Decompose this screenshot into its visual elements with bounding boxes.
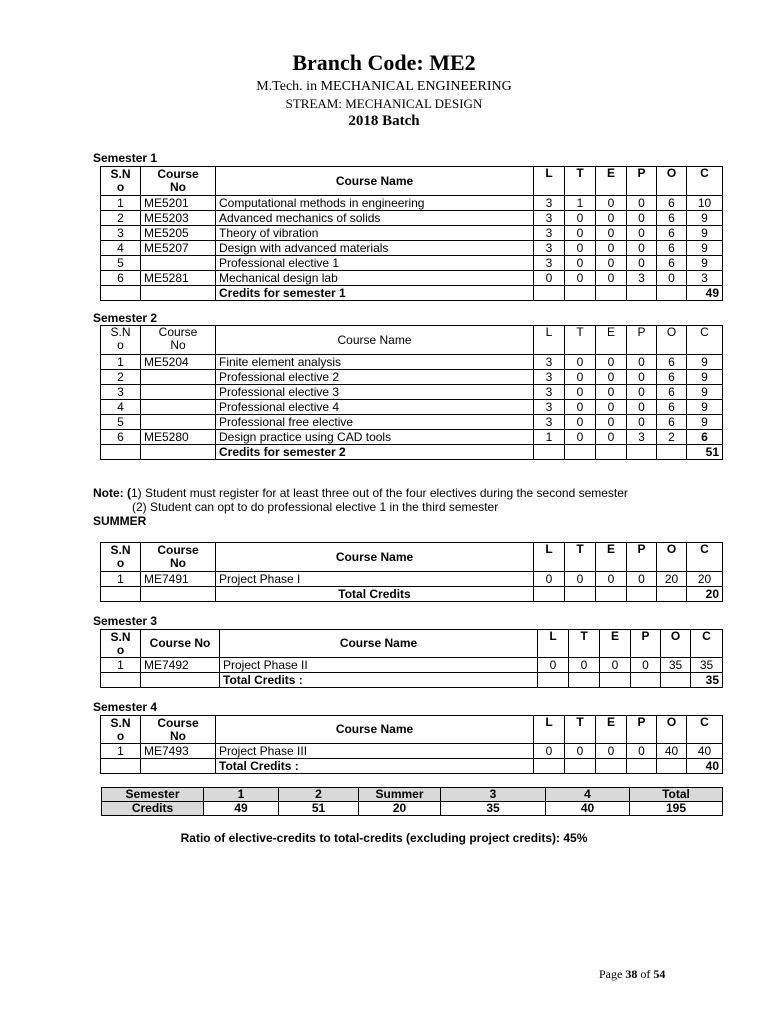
e-cell: 0 [596, 241, 627, 256]
t-cell: 0 [565, 415, 596, 430]
course-no-cell: ME5280 [141, 430, 216, 445]
course-no-cell: ME5281 [141, 271, 216, 286]
note-line-1 [93, 486, 628, 500]
course-no-cell [141, 256, 216, 271]
sno-cell: 1 [101, 196, 141, 211]
summary-header: Total [630, 788, 723, 802]
l-cell: 3 [534, 256, 565, 271]
e-cell: 0 [596, 355, 627, 370]
table-row [101, 415, 723, 430]
semester4-label: Semester 4 [93, 700, 158, 714]
l-cell: 0 [534, 744, 565, 759]
c-cell: 9 [687, 226, 723, 241]
e-cell: 0 [596, 256, 627, 271]
c-cell: 9 [687, 370, 723, 385]
course-no-cell: ME5205 [141, 226, 216, 241]
o-cell: 6 [657, 211, 687, 226]
total-value: 49 [687, 286, 723, 301]
note-text-1: 1) Student must register for at least three out of the four electives during the second semester [131, 486, 628, 500]
col-o: O [657, 716, 687, 744]
course-name-cell: Computational methods in engineering [216, 196, 534, 211]
l-cell: 3 [534, 385, 565, 400]
col-c: C [687, 326, 723, 355]
of-word: of [640, 967, 651, 981]
total-value: 51 [687, 445, 723, 460]
e-cell: 0 [596, 572, 627, 587]
p-cell: 0 [627, 744, 657, 759]
semester1-label: Semester 1 [93, 151, 158, 165]
col-p: P [631, 630, 661, 658]
total-label: Total Credits [216, 587, 534, 602]
col-l: L [534, 716, 565, 744]
course-no-cell [141, 415, 216, 430]
summary-value: 40 [546, 802, 630, 816]
o-cell: 6 [657, 400, 687, 415]
course-name-cell: Project Phase III [216, 744, 534, 759]
sno-cell: 2 [101, 211, 141, 226]
t-cell: 1 [565, 196, 596, 211]
total-label: Total Credits : [220, 673, 538, 688]
summary-header-row [102, 788, 723, 802]
o-cell: 20 [657, 572, 687, 587]
col-o: O [657, 543, 687, 572]
note-prefix: Note: ( [93, 486, 131, 500]
col-t: T [565, 167, 596, 196]
course-name-cell: Project Phase II [220, 658, 538, 673]
col-course-name: Course Name [216, 326, 534, 355]
l-cell: 3 [534, 370, 565, 385]
sno-cell: 5 [101, 415, 141, 430]
col-t: T [565, 716, 596, 744]
course-name-cell: Professional elective 1 [216, 256, 534, 271]
summary-values-row [102, 802, 723, 816]
l-cell: 3 [534, 211, 565, 226]
summary-header: 2 [279, 788, 359, 802]
c-cell: 9 [687, 256, 723, 271]
e-cell: 0 [596, 744, 627, 759]
col-course-name: Course Name [216, 543, 534, 572]
page-word: Page [599, 967, 623, 981]
col-course-no: Course No [141, 716, 216, 744]
e-cell: 0 [596, 415, 627, 430]
l-cell: 3 [534, 355, 565, 370]
col-sno: S.N o [101, 630, 141, 658]
col-l: L [534, 167, 565, 196]
course-name-cell: Professional elective 3 [216, 385, 534, 400]
o-cell: 6 [657, 415, 687, 430]
t-cell: 0 [565, 430, 596, 445]
table-row [101, 226, 723, 241]
col-t: T [569, 630, 600, 658]
total-value: 40 [687, 759, 723, 774]
p-cell: 0 [627, 241, 657, 256]
e-cell: 0 [596, 385, 627, 400]
t-cell: 0 [565, 226, 596, 241]
o-cell: 6 [657, 355, 687, 370]
p-cell: 0 [627, 256, 657, 271]
col-sno: S.N o [101, 716, 141, 744]
t-cell: 0 [565, 211, 596, 226]
sno-cell: 6 [101, 271, 141, 286]
l-cell: 3 [534, 400, 565, 415]
col-e: E [596, 326, 627, 355]
t-cell: 0 [565, 355, 596, 370]
col-t: T [565, 543, 596, 572]
course-no-cell: ME7493 [141, 744, 216, 759]
total-pages: 54 [653, 967, 666, 981]
col-course-name: Course Name [216, 716, 534, 744]
course-name-cell: Professional elective 2 [216, 370, 534, 385]
table-row [101, 241, 723, 256]
c-cell: 20 [687, 572, 723, 587]
col-l: L [534, 543, 565, 572]
course-no-cell: ME7492 [141, 658, 220, 673]
col-t: T [565, 326, 596, 355]
summary-value: 35 [441, 802, 546, 816]
col-o: O [661, 630, 691, 658]
t-cell: 0 [565, 572, 596, 587]
course-no-cell: ME5207 [141, 241, 216, 256]
course-name-cell: Design practice using CAD tools [216, 430, 534, 445]
summary-value: 51 [279, 802, 359, 816]
total-row [101, 587, 723, 602]
e-cell: 0 [596, 226, 627, 241]
table-row [101, 271, 723, 286]
l-cell: 3 [534, 415, 565, 430]
col-course-no: Course No [141, 630, 220, 658]
course-name-cell: Finite element analysis [216, 355, 534, 370]
col-c: C [687, 716, 723, 744]
table-row [101, 744, 723, 759]
elective-ratio-text: Ratio of elective-credits to total-credits (excluding project credits): 45% [180, 831, 588, 845]
t-cell: 0 [565, 271, 596, 286]
summary-header: 3 [441, 788, 546, 802]
col-sno: S.N o [101, 167, 141, 196]
t-cell: 0 [569, 658, 600, 673]
l-cell: 0 [534, 572, 565, 587]
total-label: Total Credits : [216, 759, 534, 774]
p-cell: 0 [627, 415, 657, 430]
l-cell: 0 [534, 271, 565, 286]
summary-value: Credits [102, 802, 204, 816]
o-cell: 0 [657, 271, 687, 286]
e-cell: 0 [596, 196, 627, 211]
batch-year: 2018 Batch [348, 113, 420, 129]
total-value: 20 [687, 587, 723, 602]
col-course-no: Course No [141, 167, 216, 196]
o-cell: 40 [657, 744, 687, 759]
course-no-cell: ME5201 [141, 196, 216, 211]
c-cell: 9 [687, 400, 723, 415]
p-cell: 0 [627, 385, 657, 400]
p-cell: 3 [627, 271, 657, 286]
o-cell: 2 [657, 430, 687, 445]
summary-value: 49 [204, 802, 279, 816]
sno-cell: 3 [101, 226, 141, 241]
summary-header: 4 [546, 788, 630, 802]
summary-header: 1 [204, 788, 279, 802]
sno-cell: 1 [101, 658, 141, 673]
t-cell: 0 [565, 744, 596, 759]
semester2-table [100, 325, 723, 460]
c-cell: 40 [687, 744, 723, 759]
col-p: P [627, 716, 657, 744]
sno-cell: 6 [101, 430, 141, 445]
sno-cell: 2 [101, 370, 141, 385]
col-course-name: Course Name [220, 630, 538, 658]
table-row [101, 430, 723, 445]
summer-table [100, 542, 723, 602]
e-cell: 0 [596, 400, 627, 415]
total-row [101, 445, 723, 460]
e-cell: 0 [600, 658, 631, 673]
note-line-2: (2) Student can opt to do professional elective 1 in the third semester [132, 500, 499, 514]
total-label: Credits for semester 2 [216, 445, 534, 460]
total-value: 35 [691, 673, 723, 688]
course-name-cell: Design with advanced materials [216, 241, 534, 256]
summary-value: 20 [359, 802, 441, 816]
course-no-cell [141, 370, 216, 385]
course-name-cell: Professional elective 4 [216, 400, 534, 415]
e-cell: 0 [596, 370, 627, 385]
summary-value: 195 [630, 802, 723, 816]
l-cell: 3 [534, 241, 565, 256]
col-p: P [627, 167, 657, 196]
table-row [101, 355, 723, 370]
col-l: L [538, 630, 569, 658]
col-course-no: Course No [141, 543, 216, 572]
c-cell: 9 [687, 355, 723, 370]
table-row [101, 385, 723, 400]
course-no-cell [141, 400, 216, 415]
p-cell: 0 [631, 658, 661, 673]
c-cell: 35 [691, 658, 723, 673]
table-row [101, 370, 723, 385]
e-cell: 0 [596, 430, 627, 445]
l-cell: 3 [534, 226, 565, 241]
p-cell: 0 [627, 211, 657, 226]
p-cell: 0 [627, 370, 657, 385]
table-row [101, 400, 723, 415]
col-l: L [534, 326, 565, 355]
sno-cell: 5 [101, 256, 141, 271]
total-label: Credits for semester 1 [216, 286, 534, 301]
sno-cell: 4 [101, 241, 141, 256]
col-e: E [596, 716, 627, 744]
o-cell: 35 [661, 658, 691, 673]
c-cell: 9 [687, 415, 723, 430]
o-cell: 6 [657, 241, 687, 256]
sno-cell: 1 [101, 572, 141, 587]
table-row [101, 256, 723, 271]
p-cell: 0 [627, 355, 657, 370]
semester3-label: Semester 3 [93, 614, 158, 628]
c-cell: 9 [687, 385, 723, 400]
o-cell: 6 [657, 196, 687, 211]
sno-cell: 4 [101, 400, 141, 415]
e-cell: 0 [596, 211, 627, 226]
t-cell: 0 [565, 256, 596, 271]
page-number [599, 967, 665, 982]
c-cell: 10 [687, 196, 723, 211]
col-course-no: Course No [141, 326, 216, 355]
course-no-cell [141, 385, 216, 400]
o-cell: 6 [657, 385, 687, 400]
t-cell: 0 [565, 370, 596, 385]
course-name-cell: Professional free elective [216, 415, 534, 430]
c-cell: 6 [687, 430, 723, 445]
semester3-table [100, 629, 723, 688]
sno-cell: 1 [101, 355, 141, 370]
total-row [101, 286, 723, 301]
course-name-cell: Mechanical design lab [216, 271, 534, 286]
sno-cell: 1 [101, 744, 141, 759]
semester4-table [100, 715, 723, 774]
col-e: E [596, 167, 627, 196]
p-cell: 3 [627, 430, 657, 445]
col-p: P [627, 543, 657, 572]
course-no-cell: ME5204 [141, 355, 216, 370]
l-cell: 0 [538, 658, 569, 673]
t-cell: 0 [565, 385, 596, 400]
col-e: E [596, 543, 627, 572]
credits-summary-table [101, 787, 723, 816]
p-cell: 0 [627, 196, 657, 211]
l-cell: 1 [534, 430, 565, 445]
table-row [101, 658, 723, 673]
program-name: M.Tech. in MECHANICAL ENGINEERING [256, 79, 512, 94]
col-e: E [600, 630, 631, 658]
o-cell: 6 [657, 226, 687, 241]
t-cell: 0 [565, 241, 596, 256]
c-cell: 9 [687, 241, 723, 256]
col-o: O [657, 167, 687, 196]
total-row [101, 673, 723, 688]
course-name-cell: Advanced mechanics of solids [216, 211, 534, 226]
col-course-name: Course Name [216, 167, 534, 196]
summary-header: Semester [102, 788, 204, 802]
course-no-cell: ME7491 [141, 572, 216, 587]
o-cell: 6 [657, 256, 687, 271]
p-cell: 0 [627, 400, 657, 415]
col-p: P [627, 326, 657, 355]
table-row [101, 196, 723, 211]
p-cell: 0 [627, 572, 657, 587]
page-title: Branch Code: ME2 [292, 50, 476, 75]
e-cell: 0 [596, 271, 627, 286]
summary-header: Summer [359, 788, 441, 802]
col-o: O [657, 326, 687, 355]
l-cell: 3 [534, 196, 565, 211]
col-c: C [687, 543, 723, 572]
sno-cell: 3 [101, 385, 141, 400]
course-name-cell: Project Phase I [216, 572, 534, 587]
semester2-label: Semester 2 [93, 311, 158, 325]
summer-label: SUMMER [93, 514, 147, 528]
c-cell: 3 [687, 271, 723, 286]
stream-name: STREAM: MECHANICAL DESIGN [285, 96, 483, 111]
o-cell: 6 [657, 370, 687, 385]
table-row [101, 211, 723, 226]
table-row [101, 572, 723, 587]
p-cell: 0 [627, 226, 657, 241]
col-sno: S.N o [101, 326, 141, 355]
c-cell: 9 [687, 211, 723, 226]
semester1-table [100, 166, 723, 301]
course-no-cell: ME5203 [141, 211, 216, 226]
total-row [101, 759, 723, 774]
t-cell: 0 [565, 400, 596, 415]
current-page: 38 [625, 967, 638, 981]
col-c: C [687, 167, 723, 196]
course-name-cell: Theory of vibration [216, 226, 534, 241]
col-sno: S.N o [101, 543, 141, 572]
col-c: C [691, 630, 723, 658]
